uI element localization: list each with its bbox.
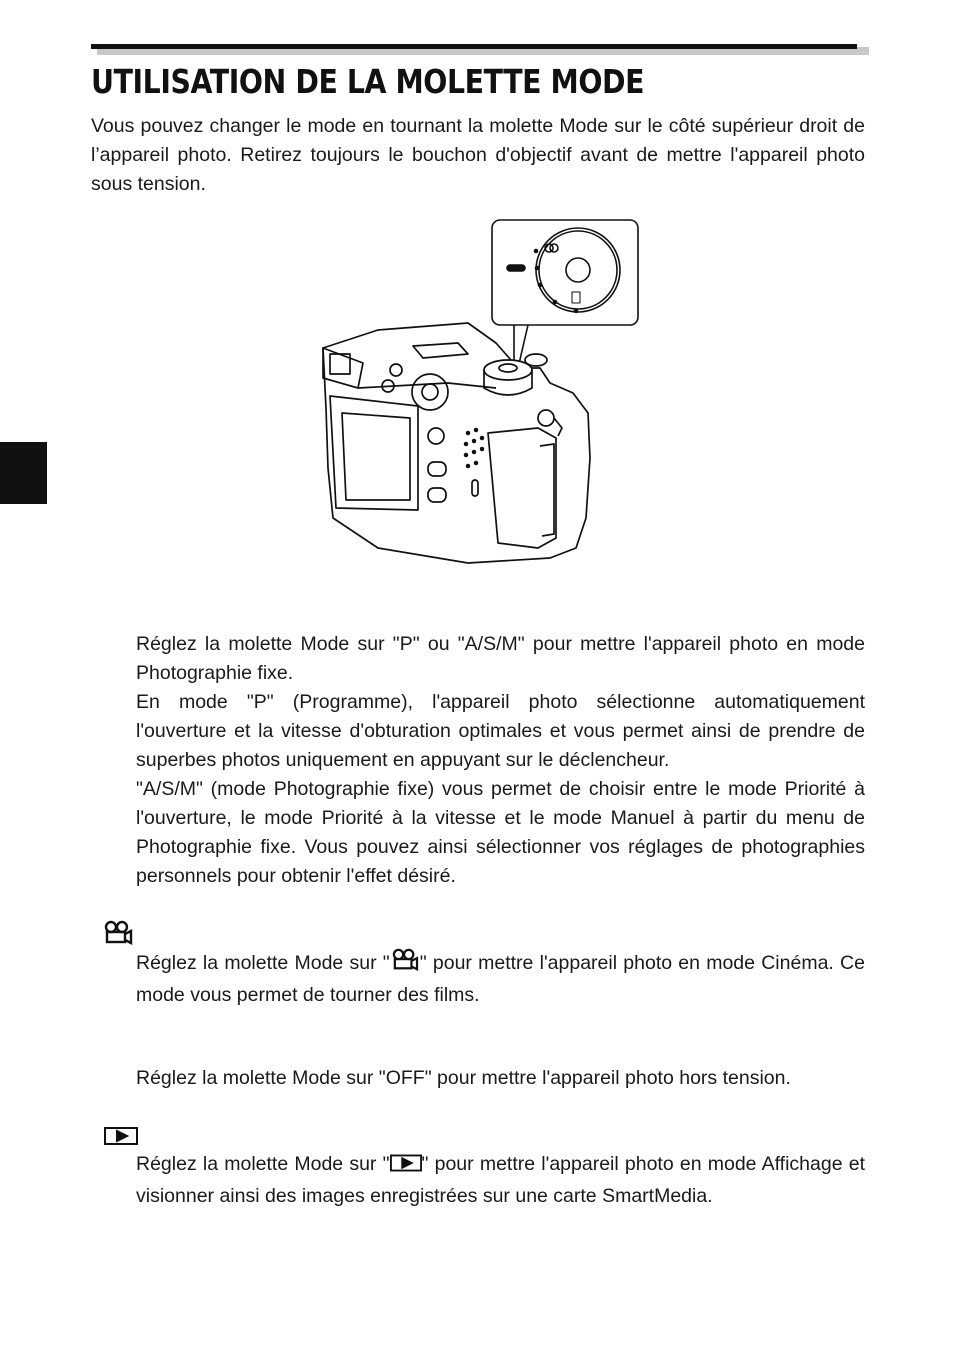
playback-text-after: " pour mettre l'appareil photo en mode Affichage et visionner ainsi des images enregistrées sur une carte SmartMedia. [136, 1153, 866, 1207]
play-icon [104, 1126, 138, 1151]
photo-mode-text-2: En mode "P" (Programme), l'appareil photo sélectionne automatiquement l'ouverture et la vitesse d'obturation optimales et vous permet ainsi de prendre de superbes photos uniquement en appuyant sur le déclencheur. [136, 691, 865, 771]
chapter-tab [0, 442, 47, 504]
photo-mode-section [136, 630, 865, 891]
camera-body [323, 323, 590, 563]
camera-illustration [318, 218, 643, 573]
cinema-text-after: " pour mettre l'appareil photo en mode Cinéma. Ce mode vous permet de tourner des films. [136, 952, 865, 1006]
cinema-mode-text [136, 948, 865, 1010]
photo-mode-text-1: Réglez la molette Mode sur "P" ou "A/S/M" pour mettre l'appareil photo en mode Photographie fixe. [136, 633, 865, 684]
page-title: UTILISATION DE LA MOLETTE MODE [91, 62, 645, 101]
movie-camera-icon [103, 920, 133, 951]
off-mode-text: Réglez la molette Mode sur "OFF" pour mettre l'appareil photo hors tension. [136, 1067, 791, 1089]
photo-mode-text-3: "A/S/M" (mode Photographie fixe) vous permet de choisir entre le mode Priorité à l'ouverture, le mode Priorité à la vitesse et le mode Manuel à partir du menu de Photographie fixe. Vous pouvez ainsi sélectionner vos réglages de photographies personnels pour obtenir l'effet désiré. [136, 778, 865, 887]
playback-mode-text [136, 1150, 865, 1211]
header-rule [91, 44, 857, 49]
cinema-text-before: Réglez la molette Mode sur " [136, 952, 390, 974]
intro-paragraph: Vous pouvez changer le mode en tournant la molette Mode sur le côté supérieur droit de l’appareil photo. Retirez toujours le bouchon d'objectif avant de mettre l'appareil photo sous tension. [91, 115, 865, 195]
play-icon [390, 1153, 422, 1182]
playback-text-before: Réglez la molette Mode sur " [136, 1153, 390, 1175]
movie-camera-icon [390, 948, 420, 981]
